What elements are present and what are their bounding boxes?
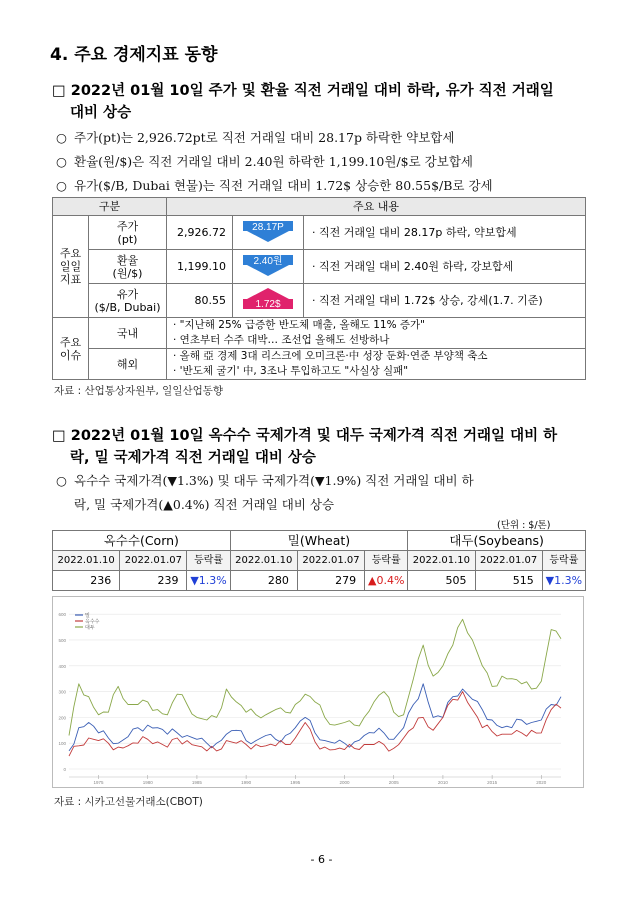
x-tick-label: 1975 <box>93 780 104 785</box>
issue-overseas <box>167 349 586 380</box>
date-col: 2022.01.10 <box>230 551 297 571</box>
y-tick-label: 100 <box>58 741 66 747</box>
wheat-price-prev: 279 <box>297 571 364 591</box>
indicators-table <box>52 197 586 380</box>
legend-label: 대두 <box>85 624 95 631</box>
y-tick-label: 200 <box>58 715 66 721</box>
wheat-change: ▲0.4% <box>365 571 408 591</box>
down-arrow-icon <box>239 252 297 278</box>
bullet-text: 유가($/B, Dubai 현물)는 직전 거래일 대비 1.72$ 상승한 80.55$/B로 강세 <box>74 178 493 193</box>
issue-line: · 올해 亞 경제 3대 리스크에 오미크론·中 성장 둔화·연준 부양책 축소 <box>173 350 488 362</box>
legend-label: 밀 <box>85 612 90 619</box>
block2-heading-line1: □ 2022년 01월 10일 옥수수 국제가격 및 대두 국제가격 직전 거래일 대비 하 <box>52 428 558 444</box>
bullet-text-line2: 락, 밀 국제가격(▲0.4%) 직전 거래일 대비 상승 <box>74 497 335 512</box>
grain-price-table <box>52 530 586 591</box>
corn-change: ▼1.3% <box>187 571 230 591</box>
row-name-fx: 환율 (원/$) <box>89 250 167 284</box>
x-tick-label: 1990 <box>241 780 252 785</box>
x-tick-label: 1980 <box>142 780 153 785</box>
x-tick-label: 2000 <box>339 780 350 785</box>
row-name-oil: 유가 ($/B, Dubai) <box>89 284 167 318</box>
y-tick-label: 600 <box>58 612 66 618</box>
series-line-대두 <box>69 619 561 735</box>
block1-bullet-1 <box>56 128 454 146</box>
x-tick-label: 2010 <box>437 780 448 785</box>
row-name-stock: 주가 (pt) <box>89 216 167 250</box>
grain-wheat-header: 밀(Wheat) <box>230 531 408 551</box>
row-desc-fx: · 직전 거래일 대비 2.40원 하락, 강보합세 <box>304 250 586 284</box>
up-arrow-icon <box>239 286 297 312</box>
soybeans-price-prev: 515 <box>475 571 542 591</box>
y-tick-label: 500 <box>58 637 66 643</box>
y-tick-label: 0 <box>63 767 66 772</box>
corn-price-today: 236 <box>53 571 120 591</box>
date-col: 2022.01.07 <box>120 551 187 571</box>
group-major-issues: 주요 이슈 <box>53 318 89 380</box>
issue-line: · 연초부터 수주 대박… 조선업 올해도 선방하나 <box>173 334 390 346</box>
block2-heading <box>52 425 582 469</box>
change-label: 1.72$ <box>255 299 281 310</box>
x-tick-label: 2020 <box>536 780 547 785</box>
down-arrow-icon <box>239 218 297 244</box>
change-col: 등락률 <box>542 551 585 571</box>
soybeans-price-today: 505 <box>408 571 475 591</box>
bullet-mark: ○ <box>56 154 67 169</box>
chart-source: 자료 : 시카고선물거래소(CBOT) <box>54 796 203 808</box>
x-tick-label: 2005 <box>388 780 399 785</box>
block1-heading-line1: □ 2022년 01월 10일 주가 및 환율 직전 거래일 대비 하락, 유가 직전 거래일 <box>52 83 554 99</box>
unit-label: (단위 : $/톤) <box>497 520 551 531</box>
block2-bullet <box>56 471 576 513</box>
row-value-oil: 80.55 <box>167 284 233 318</box>
table-header-category: 구분 <box>53 198 167 216</box>
bullet-text: 환율(원/$)은 직전 거래일 대비 2.40원 하락한 1,199.10원/$로 강보합세 <box>74 154 473 169</box>
change-arrow-fx <box>233 250 304 284</box>
grain-corn-header: 옥수수(Corn) <box>53 531 231 551</box>
table-header-content: 주요 내용 <box>167 198 586 216</box>
x-tick-label: 2015 <box>487 780 498 785</box>
corn-price-prev: 239 <box>120 571 187 591</box>
bullet-text-line1: 옥수수 국제가격(▼1.3%) 및 대두 국제가격(▼1.9%) 직전 거래일 대비 하 <box>74 473 474 488</box>
page-number: - 6 - <box>310 853 333 866</box>
date-col: 2022.01.07 <box>475 551 542 571</box>
block1-heading <box>52 80 582 124</box>
row-desc-oil: · 직전 거래일 대비 1.72$ 상승, 강세(1.7. 기준) <box>304 284 586 318</box>
bullet-text: 주가(pt)는 2,926.72pt로 직전 거래일 대비 28.17p 하락한 약보합세 <box>74 130 455 145</box>
table1-source: 자료 : 산업통상자원부, 일일산업동향 <box>54 385 224 397</box>
block1-bullet-3 <box>56 176 493 194</box>
soybeans-change: ▼1.3% <box>542 571 585 591</box>
row-value-fx: 1,199.10 <box>167 250 233 284</box>
group-daily-indicators: 주요 일일 지표 <box>53 216 89 318</box>
change-arrow-oil <box>233 284 304 318</box>
legend-label: 옥수수 <box>85 618 100 625</box>
wheat-price-today: 280 <box>230 571 297 591</box>
change-col: 등락률 <box>365 551 408 571</box>
issue-line: · '반도체 굴기' 中, 3조나 투입하고도 "사실상 실패" <box>173 365 409 377</box>
grain-price-chart <box>52 596 584 788</box>
block1-bullet-2 <box>56 152 473 170</box>
bullet-mark: ○ <box>56 178 67 193</box>
issue-overseas-label: 해외 <box>89 349 167 380</box>
change-col: 등락률 <box>187 551 230 571</box>
row-value-stock: 2,926.72 <box>167 216 233 250</box>
change-label: 28.17P <box>252 222 284 233</box>
chart-svg <box>53 597 583 787</box>
block1-heading-line2: 대비 상승 <box>70 105 132 121</box>
y-tick-label: 300 <box>58 689 66 695</box>
block2-heading-line2: 락, 밀 국제가격 직전 거래일 대비 상승 <box>70 450 316 466</box>
x-tick-label: 1995 <box>290 780 301 785</box>
y-tick-label: 400 <box>58 663 66 669</box>
issue-domestic-label: 국내 <box>89 318 167 349</box>
x-tick-label: 1985 <box>191 780 202 785</box>
row-desc-stock: · 직전 거래일 대비 28.17p 하락, 약보합세 <box>304 216 586 250</box>
date-col: 2022.01.10 <box>408 551 475 571</box>
date-col: 2022.01.07 <box>297 551 364 571</box>
bullet-mark: ○ <box>56 473 67 488</box>
issue-line: · "지난해 25% 급증한 반도체 매출, 올해도 11% 증가" <box>173 319 425 331</box>
change-arrow-stock <box>233 216 304 250</box>
grain-soybeans-header: 대두(Soybeans) <box>408 531 586 551</box>
issue-domestic <box>167 318 586 349</box>
date-col: 2022.01.10 <box>53 551 120 571</box>
section-title: 4. 주요 경제지표 동향 <box>50 45 218 65</box>
change-label: 2.40원 <box>253 256 283 267</box>
bullet-mark: ○ <box>56 130 67 145</box>
